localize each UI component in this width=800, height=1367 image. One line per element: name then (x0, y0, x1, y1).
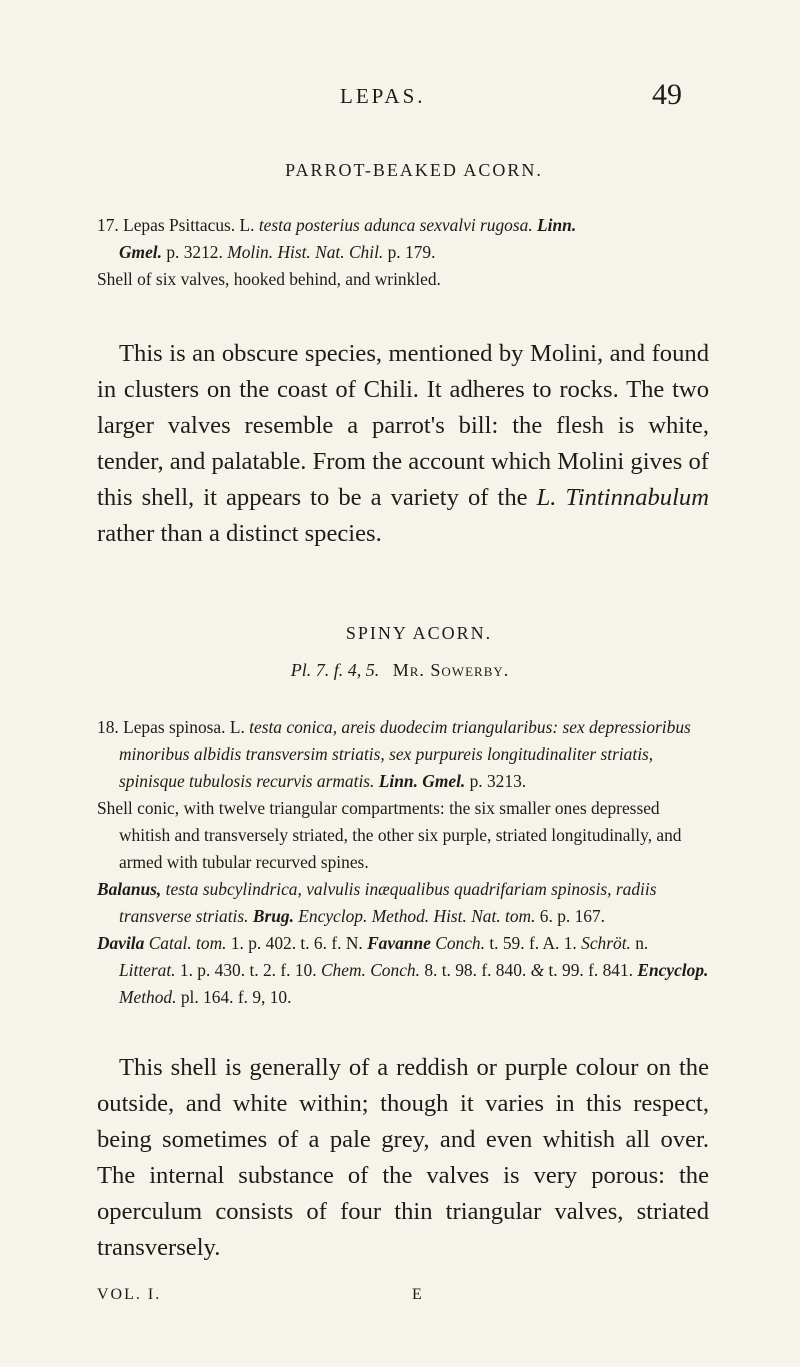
volume-label: VOL. I. (97, 1286, 162, 1303)
entry-18-references: Davila Catal. tom. 1. p. 402. t. 6. f. N. Favanne Conch. t. 59. f. A. 1. Schröt. n. Litterat. 1. p. 430. t. 2. f. 10. Chem. Conch. 8. t. 98. f. 840. & t. 99. f. 841. Encyclop. Method. pl. 164. f. 9, 10. (97, 933, 709, 1007)
signature-mark: E (412, 1286, 424, 1303)
entry-17 (97, 212, 709, 293)
entry-17-line-2: Gmel. p. 3212. Molin. Hist. Nat. Chil. p. 179. (119, 242, 436, 262)
body-text-parrot-beaked (97, 336, 709, 552)
entry-18-latin: 18. Lepas spinosa. L. testa conica, areis duodecim triangularibus: sex depressioribus minoribus albidis transversim striatis, sex purpureis longitudinaliter striatis, spinisque tubulosis recurvis armatis. Linn. Gmel. p. 3213. (97, 717, 691, 791)
running-head (0, 78, 800, 118)
section-heading-spiny-acorn: SPINY ACORN. (345, 623, 493, 643)
section-heading-parrot-beaked-acorn: PARROT-BEAKED ACORN. (285, 160, 543, 180)
body-text-spiny (97, 1050, 709, 1266)
plate-reference (0, 660, 800, 681)
entry-18-balanus: Balanus, testa subcylindrica, valvulis inæqualibus quadrifariam spinosis, radiis transverse striatis. Brug. Encyclop. Method. Hist. Nat. tom. 6. p. 167. (97, 879, 657, 926)
running-title: LEPAS. (340, 84, 426, 108)
plate-ref: Pl. 7. f. 4, 5. (290, 660, 380, 680)
entry-18-translation: Shell conic, with twelve triangular compartments: the six smaller ones depressed whitish and transversely striated, the other six purple, striated longitudinally, and armed with tubular recurved spines. (97, 798, 682, 872)
page-number: 49 (652, 78, 682, 111)
authority: Mr. Sowerby. (392, 660, 510, 680)
page-footer (0, 1286, 800, 1316)
entry-17-line-1: 17. Lepas Psittacus. L. testa posterius adunca sexvalvi rugosa. Linn. (97, 215, 577, 235)
entry-18 (97, 714, 709, 1011)
body-paragraph: This shell is generally of a reddish or purple colour on the outside, and white within; though it varies in this respect, being sometimes of a pale grey, and even whitish all over. The internal substance of the valves is very porous: the operculum consists of four thin triangular valves, striated transversely. (97, 1054, 709, 1261)
body-paragraph: This is an obscure species, mentioned by Molini, and found in clusters on the coast of Chili. It adheres to rocks. The two larger valves resemble a parrot's bill: the flesh is white, tender, and palatable. From the account which Molini gives of this shell, it appears to be a variety of the L. Tintinnabulum rather than a distinct species. (97, 340, 709, 547)
entry-17-translation: Shell of six valves, hooked behind, and wrinkled. (97, 269, 441, 289)
